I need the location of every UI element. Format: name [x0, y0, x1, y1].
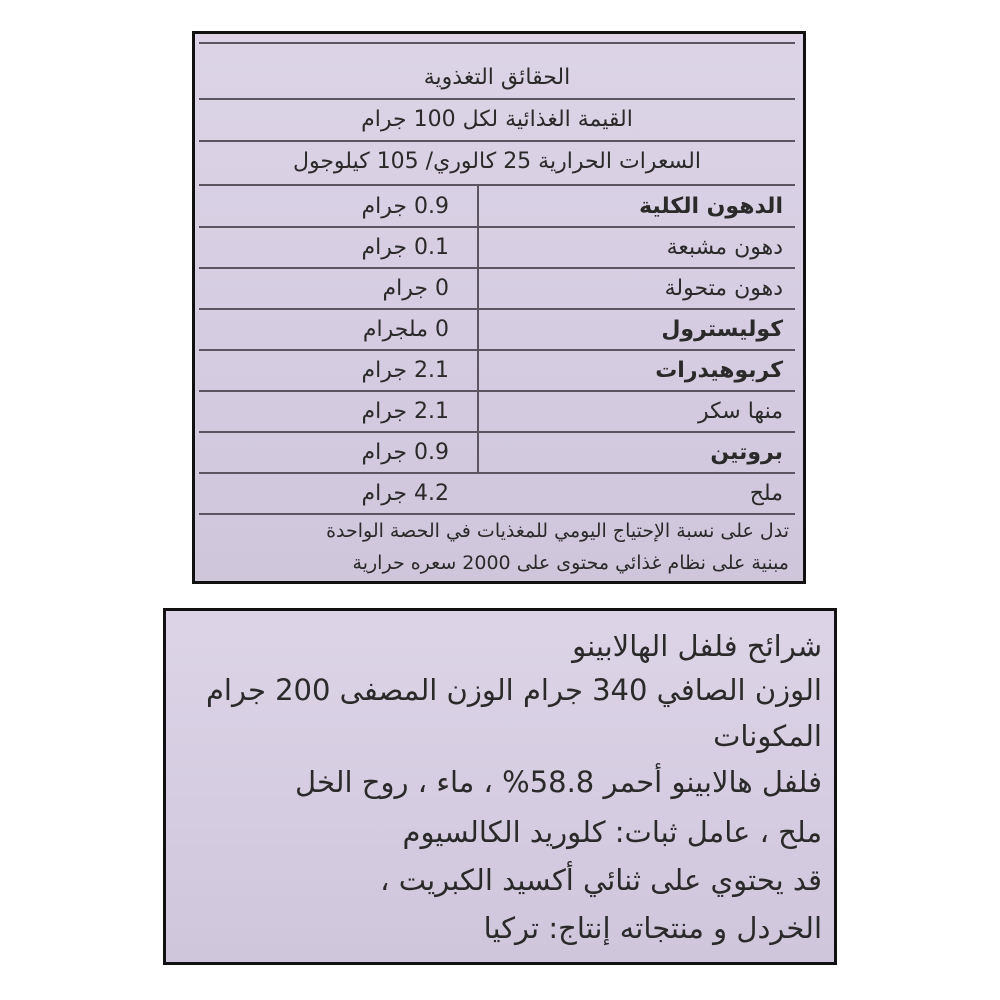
ingredients-line: فلفل هالابينو أحمر 58.8% ، ماء ، روح الخل [295, 765, 822, 799]
nutrient-value: 2.1 جرام [361, 358, 449, 383]
divider [199, 472, 795, 474]
nutrient-name: كربوهيدرات [655, 358, 783, 383]
nutrient-row [199, 311, 795, 348]
nutrition-facts-label [192, 31, 806, 584]
origin-line: الخردل و منتجاته إنتاج: تركيا [483, 911, 822, 945]
nutrient-name: منها سكر [698, 399, 783, 424]
product-name: شرائح فلفل الهالابينو [572, 629, 822, 663]
nutrient-row [199, 393, 795, 430]
divider [199, 98, 795, 100]
weight-line: الوزن الصافي 340 جرام الوزن المصفى 200 جرام [205, 673, 822, 707]
nutrient-value: 0.9 جرام [361, 194, 449, 219]
allergen-warning: قد يحتوي على ثنائي أكسيد الكبريت ، [380, 863, 822, 897]
nutrition-table [199, 38, 795, 574]
nutrient-name: دهون متحولة [664, 276, 783, 301]
nutrient-row [199, 434, 795, 471]
divider [199, 267, 795, 269]
nutrient-row [199, 229, 795, 266]
product-ingredients-label [163, 608, 837, 965]
energy-line: السعرات الحرارية 25 كالوري/ 105 كيلوجول [292, 149, 701, 174]
nutrient-value: 0 ملجرام [362, 317, 449, 342]
nutrient-row [199, 352, 795, 389]
divider [199, 431, 795, 433]
nutrient-name: ملح [749, 481, 783, 506]
divider [199, 226, 795, 228]
nutrient-name: كوليسترول [661, 317, 783, 342]
nutrition-title: الحقائق التغذوية [423, 65, 571, 90]
divider [199, 308, 795, 310]
nutrient-value: 0 جرام [382, 276, 449, 301]
nutrient-value: 4.2 جرام [361, 481, 449, 506]
per-100g-heading: القيمة الغذائية لكل 100 جرام [361, 107, 633, 132]
nutrient-row [199, 475, 795, 512]
daily-value-footnote: تدل على نسبة الإحتياج اليومي للمغذيات في الحصة الواحدة [326, 520, 789, 542]
nutrient-name: دهون مشبعة [666, 235, 783, 260]
nutrient-row [199, 270, 795, 307]
nutrient-value: 0.1 جرام [361, 235, 449, 260]
ingredients-heading: المكونات [713, 719, 822, 753]
nutrient-row [199, 188, 795, 225]
nutrient-value: 0.9 جرام [361, 440, 449, 465]
nutrient-value: 2.1 جرام [361, 399, 449, 424]
ingredients-line: ملح ، عامل ثبات: كلوريد الكالسيوم [402, 815, 822, 849]
divider [199, 140, 795, 142]
divider [199, 184, 795, 186]
divider [199, 390, 795, 392]
divider [199, 513, 795, 515]
divider [199, 349, 795, 351]
calorie-basis-footnote: مبنية على نظام غذائي محتوى على 2000 سعره حرارية [352, 552, 789, 574]
nutrient-name: الدهون الكلية [639, 194, 783, 219]
divider [199, 42, 795, 44]
nutrient-name: بروتين [710, 440, 783, 465]
